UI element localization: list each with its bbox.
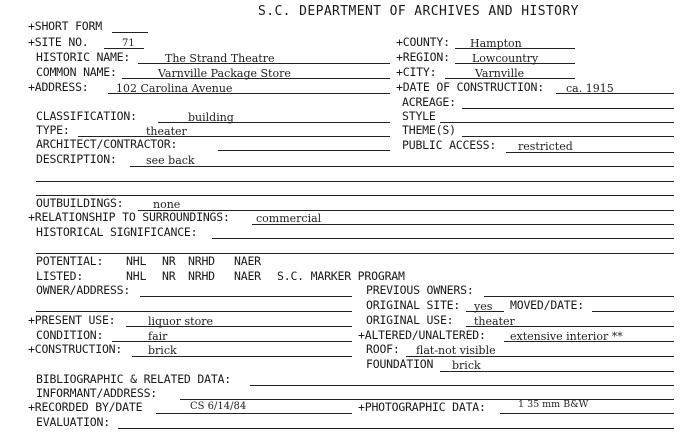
short-form-line: [112, 32, 148, 33]
original-use-value: theater: [474, 315, 515, 328]
architect-line: [218, 150, 390, 151]
roof-line: [406, 356, 674, 357]
acreage-line: [462, 108, 674, 109]
city-line: [445, 78, 575, 79]
moved-label: MOVED/DATE:: [510, 298, 584, 312]
altered-label: +ALTERED/UNALTERED:: [358, 328, 486, 342]
original-use-line: [466, 326, 674, 327]
listed-nr: NR: [162, 269, 176, 283]
common-name-label: COMMON NAME:: [36, 65, 117, 79]
region-label: +REGION:: [396, 50, 450, 64]
bibliographic-line: [250, 385, 674, 386]
type-label: TYPE:: [36, 123, 70, 137]
owner-line-2: [36, 311, 352, 312]
common-name-value: Varnville Package Store: [158, 67, 291, 80]
listed-nrhd: NRHD: [188, 269, 215, 283]
evaluation-label: EVALUATION:: [36, 415, 110, 429]
classification-line: [158, 122, 390, 123]
potential-naer: NAER: [234, 254, 261, 268]
roof-label: ROOF:: [366, 342, 400, 356]
relationship-line: [252, 224, 674, 225]
public-access-value: restricted: [518, 140, 573, 153]
site-no-line: [104, 48, 144, 49]
outbuildings-label: OUTBUILDINGS:: [36, 196, 124, 210]
city-value: Varnville: [475, 67, 525, 80]
theme-line: [462, 136, 674, 137]
roof-value: flat-not visible: [416, 344, 496, 357]
region-value: Lowcountry: [472, 52, 539, 65]
form-header-title: S.C. DEPARTMENT OF ARCHIVES AND HISTORY: [258, 4, 579, 19]
construction-line: [132, 356, 352, 357]
public-access-label: PUBLIC ACCESS:: [402, 138, 497, 152]
bibliographic-label: BIBLIOGRAPHIC & RELATED DATA:: [36, 372, 231, 386]
moved-line: [592, 311, 674, 312]
original-use-label: ORIGINAL USE:: [366, 313, 454, 327]
outbuildings-value: none: [153, 198, 181, 211]
description-label: DESCRIPTION:: [36, 152, 117, 166]
foundation-value: brick: [452, 359, 481, 372]
date-line: [556, 93, 674, 94]
listed-label: LISTED:: [36, 269, 84, 283]
potential-label: POTENTIAL:: [36, 254, 104, 268]
architect-label: ARCHITECT/CONTRACTOR:: [36, 137, 178, 151]
address-label: +ADDRESS:: [28, 80, 89, 94]
previous-owners-label: PREVIOUS OWNERS:: [366, 283, 474, 297]
recorded-label: +RECORDED BY/DATE: [28, 400, 143, 414]
description-value: see back: [146, 154, 195, 167]
owner-line: [140, 296, 352, 297]
county-line: [455, 48, 575, 49]
original-site-label: ORIGINAL SITE:: [366, 298, 461, 312]
potential-nr: NR: [162, 254, 176, 268]
style-label: STYLE: [402, 109, 436, 123]
previous-owners-line: [484, 296, 674, 297]
classification-label: CLASSIFICATION:: [36, 109, 137, 123]
significance-line-1: [212, 238, 674, 239]
condition-value: fair: [148, 330, 168, 343]
construction-label: +CONSTRUCTION:: [28, 342, 123, 356]
condition-line: [112, 341, 352, 342]
relationship-label: +RELATIONSHIP TO SURROUNDINGS:: [28, 210, 230, 224]
recorded-value: CS 6/14/84: [190, 401, 247, 412]
date-value: ca. 1915: [566, 82, 614, 95]
listed-naer: NAER: [234, 269, 261, 283]
site-no-label: +SITE NO.: [28, 35, 89, 49]
date-label: +DATE OF CONSTRUCTION:: [396, 80, 544, 94]
county-label: +COUNTY:: [396, 35, 450, 49]
acreage-label: ACREAGE:: [402, 95, 456, 109]
original-site-line: [466, 311, 504, 312]
recorded-line: [156, 413, 352, 414]
photographic-line: [500, 413, 674, 414]
theme-label: THEME(S): [402, 123, 456, 137]
foundation-line: [440, 371, 674, 372]
altered-value: extensive interior **: [510, 330, 623, 343]
evaluation-line: [118, 428, 674, 429]
owner-label: OWNER/ADDRESS:: [36, 283, 131, 297]
short-form-label: +SHORT FORM: [28, 19, 102, 33]
address-line: [108, 93, 390, 94]
present-use-value: liquor store: [148, 315, 213, 328]
condition-label: CONDITION:: [36, 328, 104, 342]
foundation-label: FOUNDATION: [366, 357, 434, 371]
present-use-label: +PRESENT USE:: [28, 313, 116, 327]
site-no-value: 71: [122, 38, 135, 49]
common-name-line: [122, 78, 390, 79]
description-line-2: [36, 181, 674, 182]
description-line-3: [36, 195, 674, 196]
altered-line: [504, 341, 674, 342]
historic-name-value: The Strand Theatre: [165, 52, 275, 65]
original-site-value: yes: [474, 300, 493, 313]
description-line-1: [130, 166, 674, 167]
photographic-value: 1 35 mm B&W: [518, 399, 589, 410]
listed-nhl: NHL: [126, 269, 147, 283]
potential-nrhd: NRHD: [188, 254, 215, 268]
potential-nhl: NHL: [126, 254, 147, 268]
public-access-line: [506, 152, 674, 153]
marker-program-label: S.C. MARKER PROGRAM: [277, 269, 405, 283]
type-value: theater: [146, 125, 187, 138]
region-line: [455, 63, 575, 64]
county-value: Hampton: [470, 37, 522, 50]
address-value: 102 Carolina Avenue: [116, 82, 233, 95]
style-line: [440, 122, 674, 123]
construction-value: brick: [148, 344, 177, 357]
photographic-label: +PHOTOGRAPHIC DATA:: [358, 400, 486, 414]
significance-label: HISTORICAL SIGNIFICANCE:: [36, 225, 198, 239]
informant-label: INFORMANT/ADDRESS:: [36, 386, 158, 400]
historic-name-line: [138, 63, 390, 64]
city-label: +CITY:: [396, 65, 437, 79]
historic-name-label: HISTORIC NAME:: [36, 50, 131, 64]
present-use-line: [126, 326, 352, 327]
classification-value: building: [188, 111, 234, 124]
relationship-value: commercial: [256, 212, 322, 225]
